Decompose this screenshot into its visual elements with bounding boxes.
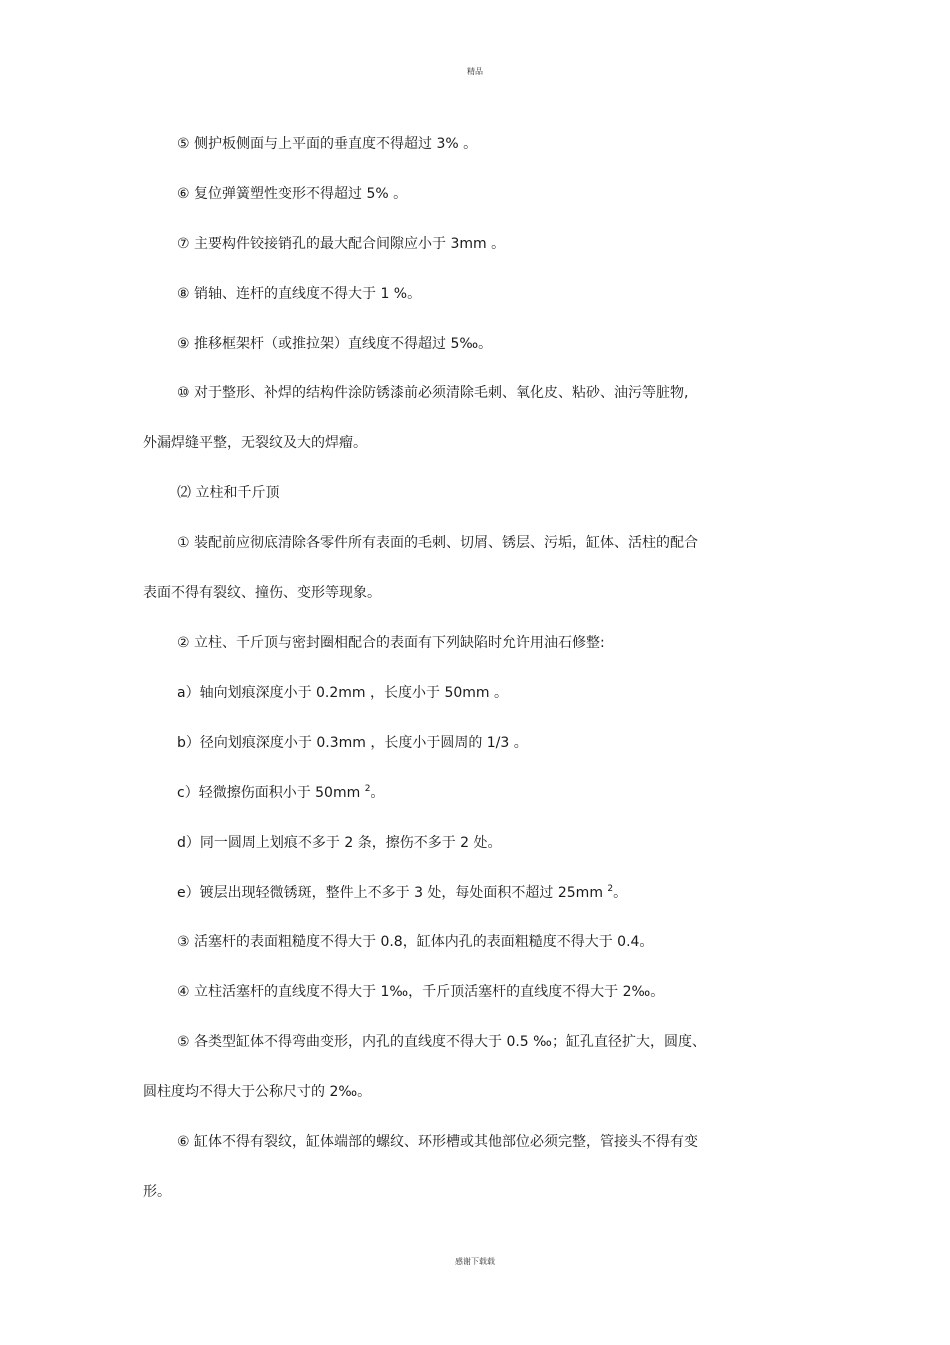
text-line: [177, 185, 407, 203]
line-text-after: 。: [613, 885, 628, 901]
line-text: 表面不得有裂纹、撞伤、变形等现象。: [143, 585, 381, 601]
text-line: [177, 734, 528, 752]
line-text: a）轴向划痕深度小于 0.2mm ，长度小于 50mm 。: [177, 685, 509, 701]
line-text: ⑩ 对于整形、补焊的结构件涂防锈漆前必须清除毛刺、氧化皮、粘砂、油污等脏物,: [177, 385, 689, 401]
text-line: [177, 534, 698, 552]
superscript: 2: [607, 884, 614, 894]
page-footer: 感谢下载载: [455, 1257, 495, 1266]
text-line: [177, 933, 653, 951]
text-line: [177, 634, 605, 652]
line-text: ③ 活塞杆的表面粗糙度不得大于 0.8，缸体内孔的表面粗糙度不得大于 0.4。: [177, 934, 654, 950]
text-line: [143, 1083, 371, 1101]
page-header: 精品: [467, 67, 483, 76]
line-text: ⑵ 立柱和千斤顶: [177, 485, 280, 501]
text-line: [143, 434, 367, 452]
text-line: [177, 335, 492, 353]
text-line: [177, 884, 627, 902]
line-text: ① 装配前应彻底清除各零件所有表面的毛刺、切屑、锈层、污垢，缸体、活柱的配合: [177, 535, 698, 551]
superscript: 2: [364, 784, 371, 794]
line-text: ② 立柱、千斤顶与密封圈相配合的表面有下列缺陷时允许用油石修整:: [177, 635, 605, 651]
line-text: 圆柱度均不得大于公称尺寸的 2‰。: [143, 1084, 372, 1100]
line-text: ⑦ 主要构件铰接销孔的最大配合间隙应小于 3mm 。: [177, 236, 506, 252]
section-heading: [177, 484, 279, 502]
line-text-after: 。: [370, 785, 385, 801]
text-line: [177, 834, 502, 852]
line-text: ⑤ 各类型缸体不得弯曲变形，内孔的直线度不得大于 0.5 ‰；缸孔直径扩大，圆度、: [177, 1034, 706, 1050]
text-line: [177, 784, 384, 802]
line-text: d）同一圆周上划痕不多于 2 条，擦伤不多于 2 处。: [177, 835, 502, 851]
line-text: e）镀层出现轻微锈斑，整件上不多于 3 处，每处面积不超过 25mm: [177, 885, 608, 901]
line-text: ④ 立柱活塞杆的直线度不得大于 1‰，千斤顶活塞杆的直线度不得大于 2‰。: [177, 984, 665, 1000]
text-line: [143, 1183, 171, 1201]
line-text: ⑥ 缸体不得有裂纹，缸体端部的螺纹、环形槽或其他部位必须完整，管接头不得有变: [177, 1134, 698, 1150]
line-text: 外漏焊缝平整，无裂纹及大的焊瘤。: [143, 435, 367, 451]
text-line: [177, 684, 508, 702]
text-line: [177, 983, 664, 1001]
line-text: 形。: [143, 1184, 171, 1200]
text-line: [177, 235, 505, 253]
line-text: ⑧ 销轴、连杆的直线度不得大于 1 %。: [177, 286, 422, 302]
text-line: [177, 1033, 706, 1051]
text-line: [143, 584, 381, 602]
text-line: [177, 384, 688, 402]
text-line: [177, 135, 477, 153]
line-text: ⑥ 复位弹簧塑性变形不得超过 5% 。: [177, 186, 408, 202]
line-text: ⑤ 侧护板侧面与上平面的垂直度不得超过 3% 。: [177, 136, 478, 152]
line-text: b）径向划痕深度小于 0.3mm ，长度小于圆周的 1/3 。: [177, 735, 528, 751]
line-text: ⑨ 推移框架杆（或推拉架）直线度不得超过 5‰。: [177, 336, 493, 352]
line-text: c）轻微擦伤面积小于 50mm: [177, 785, 365, 801]
text-line: [177, 1133, 698, 1151]
text-line: [177, 285, 421, 303]
